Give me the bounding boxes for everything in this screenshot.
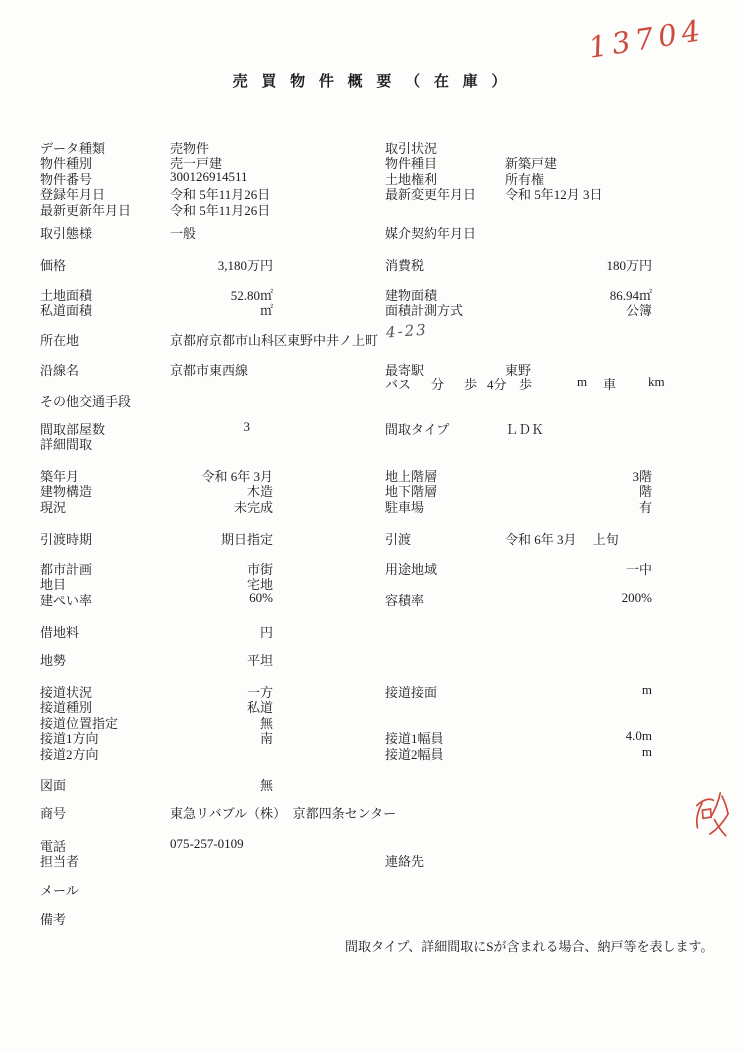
location-value: 京都府京都市山科区東野中井ノ上町 (170, 333, 379, 348)
floors-below-label: 地下階層 (385, 484, 438, 499)
road-frontage-value: m (641, 682, 652, 697)
land-category-value: 宅地 (246, 577, 273, 592)
last-update-date-value: 令和 5年11月26日 (170, 203, 271, 218)
field-row (0, 622, 744, 638)
built-date-label: 築年月 (40, 469, 80, 484)
field-row (0, 391, 744, 407)
price-value: 3,180万円 (217, 258, 273, 273)
nearest-station-value: 東野 (505, 363, 532, 378)
coverage-ratio-label: 建ぺい率 (40, 593, 93, 608)
mediation-contract-date-label: 媒介契約年月日 (385, 226, 477, 241)
current-state-label: 現況 (40, 500, 67, 515)
price-label: 価格 (40, 258, 67, 273)
road1-width-value: 4.0m (625, 728, 652, 743)
handover-label: 引渡 (385, 532, 412, 547)
road-type-value: 私道 (246, 700, 273, 715)
last-change-date-value: 令和 5年12月 3日 (505, 187, 603, 202)
drawing-label: 図面 (40, 778, 67, 793)
road2-width-value: m (641, 744, 652, 759)
floors-above-label: 地上階層 (385, 469, 438, 484)
handwritten-red-number: 13704 (586, 12, 708, 65)
remarks-label: 備考 (40, 912, 67, 927)
field-row (0, 650, 744, 666)
field-row (0, 851, 744, 867)
private-road-area-label: 私道面積 (40, 303, 93, 318)
road-frontage-label: 接道接面 (385, 685, 438, 700)
field-row (0, 836, 744, 852)
rail-line-value: 京都市東西線 (170, 363, 249, 378)
field-row (0, 419, 744, 435)
company-value: 東急リバブル（株） 京都四条センター (170, 806, 397, 821)
field-row (0, 559, 744, 575)
road1-direction-value: 南 (259, 731, 273, 746)
data-type-value: 売物件 (170, 141, 210, 156)
field-row (0, 574, 744, 590)
land-area-label: 土地面積 (40, 288, 93, 303)
terrain-value: 平坦 (246, 653, 273, 668)
other-transport-label: その他交通手段 (40, 394, 132, 409)
land-rent-label: 借地料 (40, 625, 80, 640)
private-road-area-value: ㎡ (259, 303, 273, 318)
rooms-label: 間取部屋数 (40, 422, 106, 437)
land-category-label: 地目 (40, 577, 67, 592)
field-row (0, 590, 744, 606)
field-row (0, 153, 744, 169)
consumption-tax-label: 消費税 (385, 258, 425, 273)
structure-label: 建物構造 (40, 484, 93, 499)
layout-detail-label: 詳細間取 (40, 437, 93, 452)
current-state-value: 未完成 (233, 500, 273, 515)
zoning-value: 一中 (625, 562, 652, 577)
field-row (0, 434, 744, 450)
road2-direction-label: 接道2方向 (40, 747, 99, 762)
land-rights-value: 所有権 (505, 172, 545, 187)
transaction-mode-label: 取引態様 (40, 226, 93, 241)
land-rent-value: 円 (259, 625, 273, 640)
red-handwriting-scribble-icon (685, 782, 735, 846)
property-kind-label: 物件種別 (40, 156, 93, 171)
property-kind-value: 売一戸建 (170, 156, 223, 171)
field-row (0, 200, 744, 216)
transaction-mode-value: 一般 (170, 226, 197, 241)
transport-row (0, 374, 744, 390)
page-title: 売 買 物 件 概 要 （ 在 庫 ） (232, 74, 512, 90)
handover-timing-value: 期日指定 (220, 532, 273, 547)
field-row (0, 682, 744, 698)
city-planning-value: 市街 (246, 562, 273, 577)
field-row (0, 880, 744, 896)
field-row (0, 697, 744, 713)
walk-label-2: 歩 (519, 377, 533, 392)
transaction-status-label: 取引状況 (385, 141, 438, 156)
road2-width-label: 接道2幅員 (385, 747, 444, 762)
phone-value: 075-257-0109 (170, 836, 244, 851)
field-row (0, 285, 744, 301)
bus-label: バス (385, 377, 412, 392)
data-type-label: データ種類 (40, 141, 106, 156)
drawing-value: 無 (259, 778, 273, 793)
land-area-value: 52.80㎡ (230, 288, 273, 303)
field-row (0, 481, 744, 497)
field-row (0, 497, 744, 513)
car-label: 車 (603, 377, 617, 392)
building-area-label: 建物面積 (385, 288, 438, 303)
built-date-value: 令和 6年 3月 (201, 469, 273, 484)
field-row (0, 775, 744, 791)
property-number-label: 物件番号 (40, 172, 93, 187)
last-change-date-label: 最新変更年月日 (385, 187, 477, 202)
field-row (0, 466, 744, 482)
field-row (0, 138, 744, 154)
rail-line-label: 沿線名 (40, 363, 80, 378)
area-measurement-label: 面積計測方式 (385, 303, 464, 318)
road-contact-value: 一方 (246, 685, 273, 700)
zoning-label: 用途地域 (385, 562, 438, 577)
parking-value: 有 (638, 500, 652, 515)
field-row (0, 909, 744, 925)
handwritten-address-note: 4-23 (385, 320, 429, 342)
walk-minutes-value: 4分 (487, 377, 507, 392)
land-rights-label: 土地権利 (385, 172, 438, 187)
registration-date-label: 登録年月日 (40, 187, 106, 202)
floors-above-value: 3階 (632, 469, 652, 484)
kilometer-unit: km (648, 374, 665, 389)
area-measurement-value: 公簿 (625, 303, 652, 318)
road-position-label: 接道位置指定 (40, 716, 119, 731)
rooms-value: 3 (243, 419, 250, 434)
structure-value: 木造 (246, 484, 273, 499)
road-contact-label: 接道状況 (40, 685, 93, 700)
location-label: 所在地 (40, 333, 80, 348)
road-position-value: 無 (259, 716, 273, 731)
company-label: 商号 (40, 806, 67, 821)
registration-date-value: 令和 5年11月26日 (170, 187, 271, 202)
phone-label: 電話 (40, 839, 67, 854)
field-row (0, 713, 744, 729)
last-update-date-label: 最新更新年月日 (40, 203, 132, 218)
bus-minutes-unit: 分 (431, 377, 445, 392)
road1-direction-label: 接道1方向 (40, 731, 99, 746)
meter-unit: m (577, 374, 588, 389)
field-row (0, 529, 744, 545)
road1-width-label: 接道1幅員 (385, 731, 444, 746)
parking-label: 駐車場 (385, 500, 425, 515)
field-row (0, 255, 744, 271)
handover-value: 令和 6年 3月 上旬 (505, 532, 619, 547)
road-type-label: 接道種別 (40, 700, 93, 715)
field-row (0, 184, 744, 200)
coverage-ratio-value: 60% (249, 590, 273, 605)
layout-type-value: ＬＤＫ (505, 422, 545, 437)
layout-type-label: 間取タイプ (385, 422, 450, 437)
property-category-value: 新築戸建 (505, 156, 558, 171)
footer-note: 間取タイプ、詳細間取にSが含まれる場合、納戸等を表します。 (345, 939, 714, 954)
property-category-label: 物件種目 (385, 156, 438, 171)
city-planning-label: 都市計画 (40, 562, 93, 577)
floors-below-value: 階 (638, 484, 652, 499)
walk-label: 歩 (464, 377, 478, 392)
field-row (0, 803, 744, 819)
building-area-value: 86.94㎡ (609, 288, 652, 303)
floor-area-ratio-value: 200% (621, 590, 652, 605)
field-row (0, 169, 744, 185)
handover-timing-label: 引渡時期 (40, 532, 93, 547)
field-row (0, 300, 744, 316)
field-row (0, 728, 744, 744)
field-row (0, 223, 744, 239)
field-row (0, 330, 744, 346)
email-label: メール (40, 883, 79, 898)
contact-label: 連絡先 (385, 854, 425, 869)
floor-area-ratio-label: 容積率 (385, 593, 425, 608)
property-number-value: 300126914511 (170, 169, 248, 184)
terrain-label: 地勢 (40, 653, 67, 668)
consumption-tax-value: 180万円 (606, 258, 652, 273)
nearest-station-label: 最寄駅 (385, 363, 425, 378)
field-row (0, 744, 744, 760)
contact-person-label: 担当者 (40, 854, 80, 869)
